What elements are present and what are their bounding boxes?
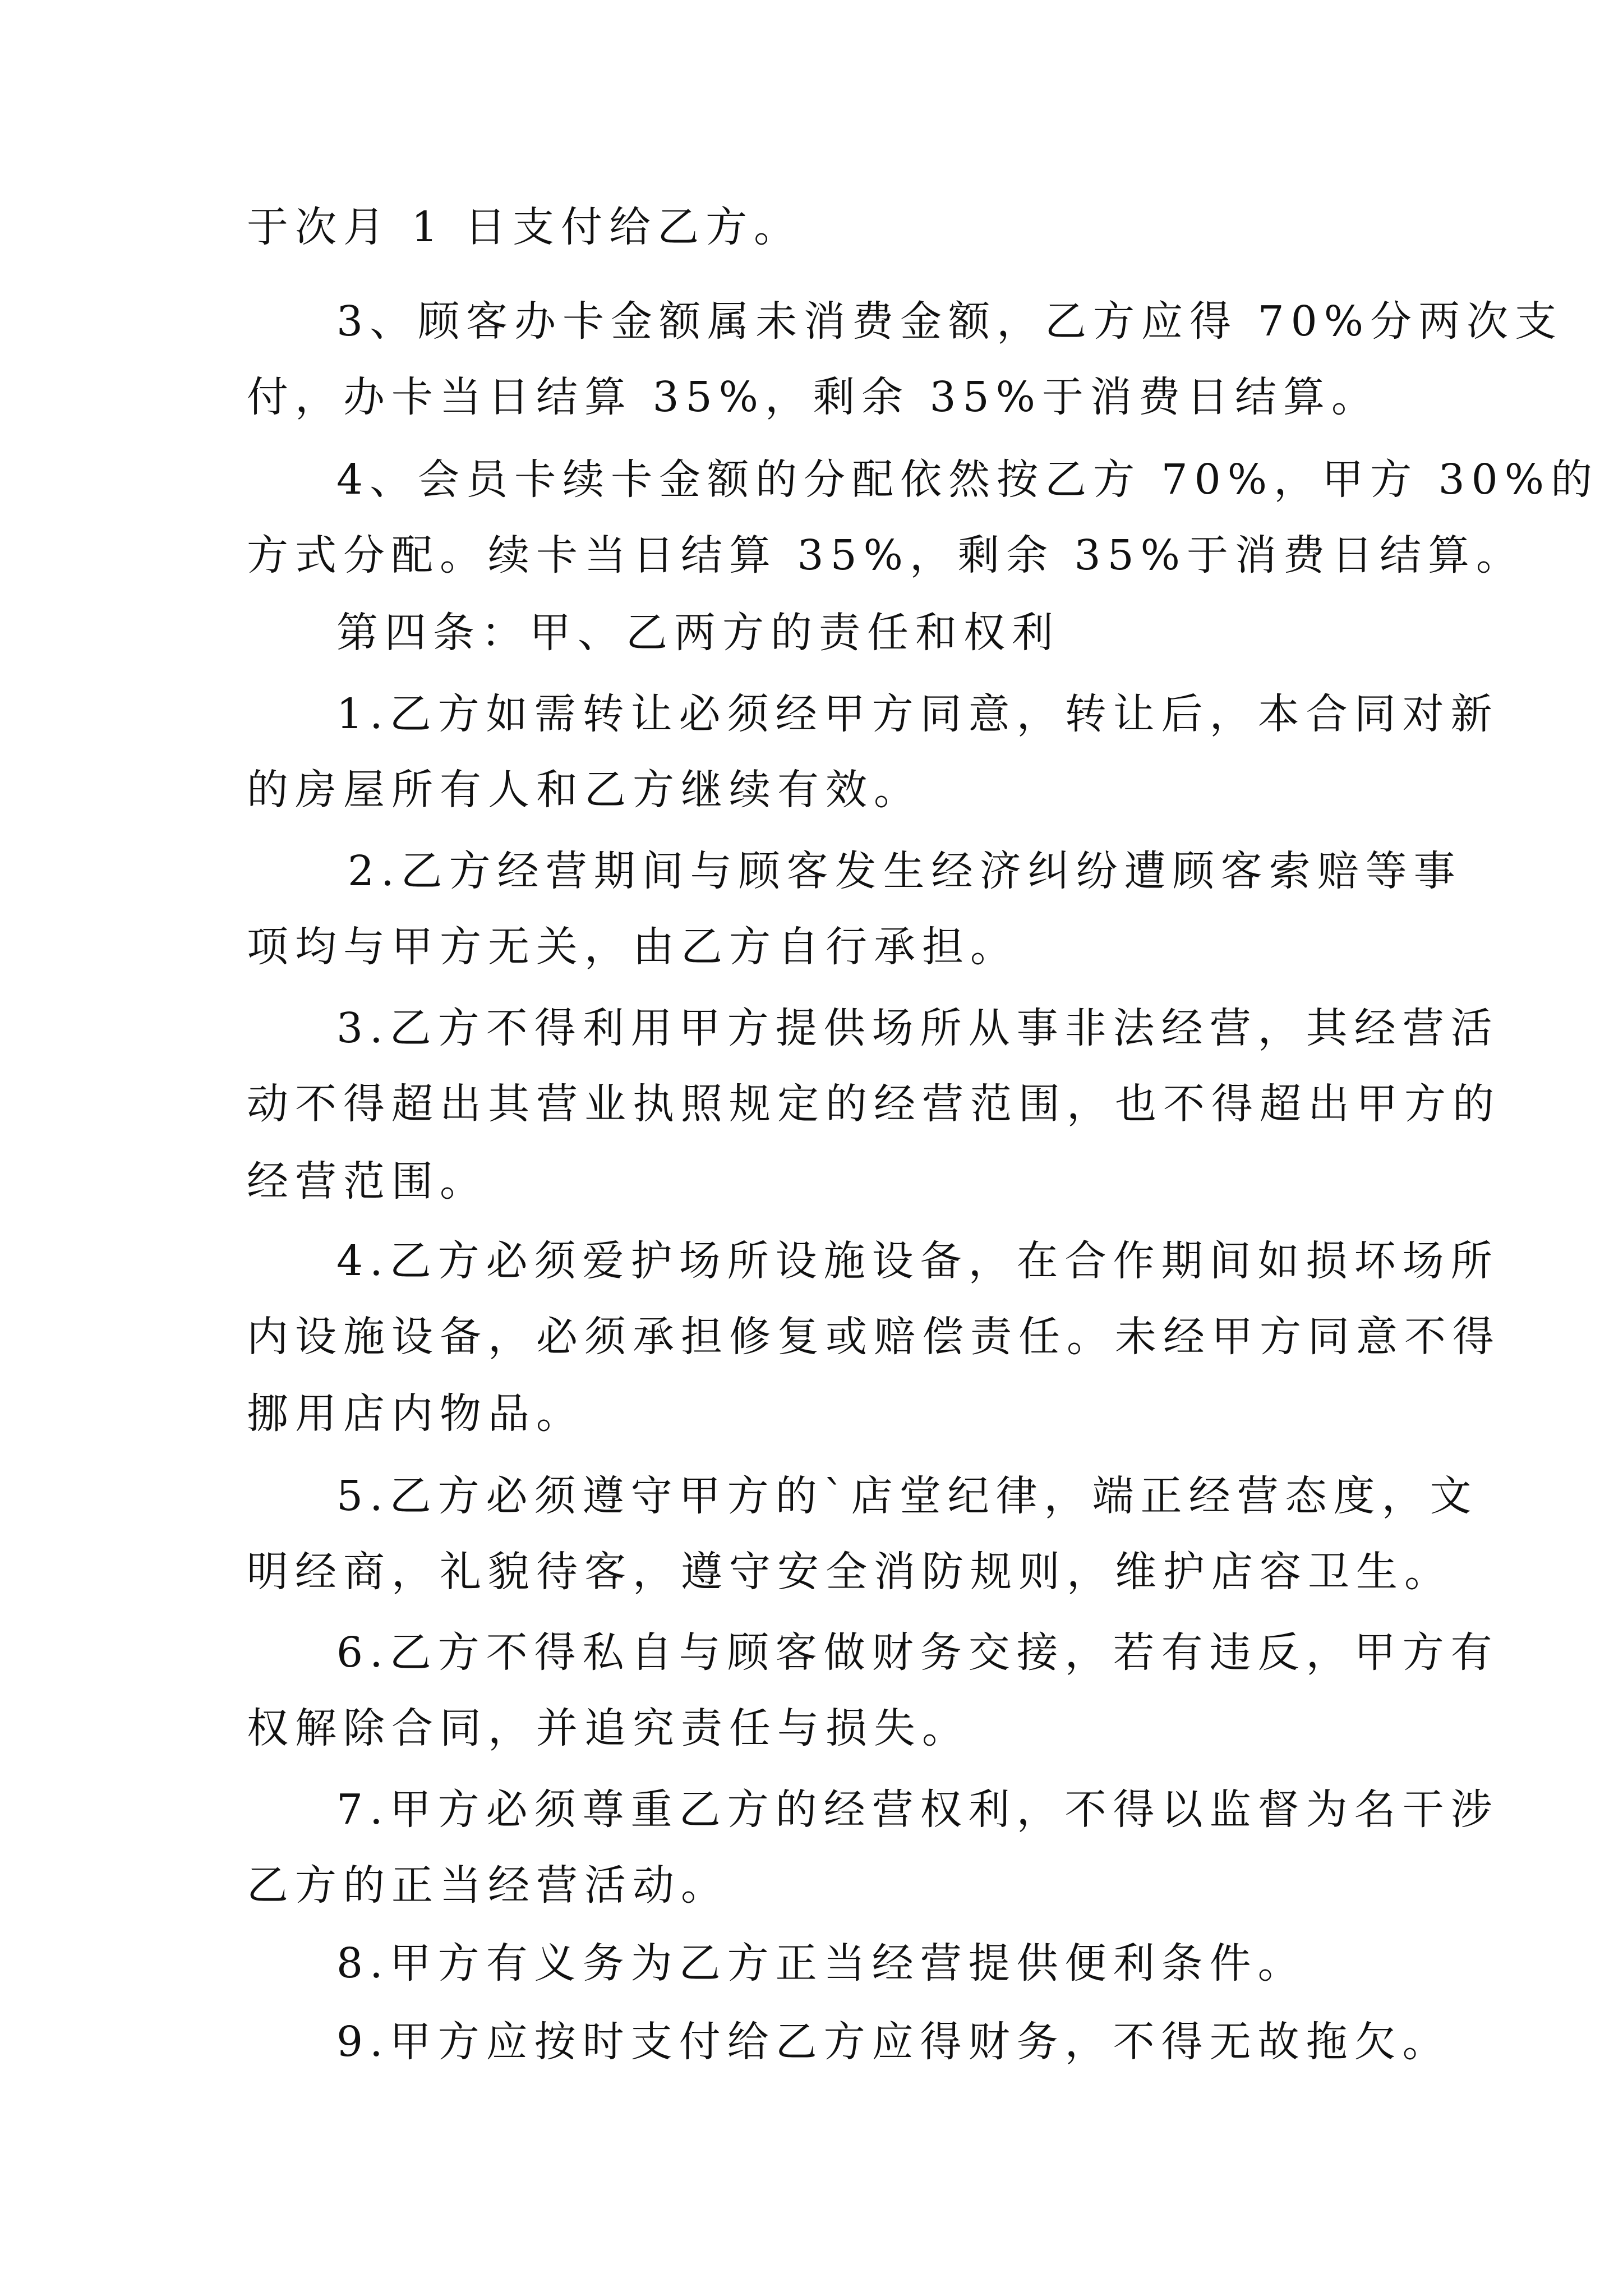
text-line: 经营范围。 bbox=[247, 1157, 488, 1205]
text-line: 挪用店内物品。 bbox=[247, 1389, 584, 1438]
section-heading: 第四条：甲、乙两方的责任和权利 bbox=[336, 609, 1060, 657]
text-line: 8.甲方有义务为乙方正当经营提供便利条件。 bbox=[336, 1939, 1306, 1987]
text-line: 权解除合同，并追究责任与损失。 bbox=[247, 1704, 970, 1752]
text-line: 9.甲方应按时支付给乙方应得财务，不得无故拖欠。 bbox=[336, 2018, 1451, 2066]
text-line: 于次月 1 日支付给乙方。 bbox=[247, 203, 803, 251]
text-line: 2.乙方经营期间与顾客发生经济纠纷遭顾客索赔等事 bbox=[348, 847, 1462, 895]
text-line: 3、顾客办卡金额属未消费金额，乙方应得 70%分两次支 bbox=[336, 297, 1564, 346]
text-line: 明经商，礼貌待客，遵守安全消防规则，维护店容卫生。 bbox=[247, 1548, 1453, 1596]
text-line: 7.甲方必须尊重乙方的经营权利，不得以监督为名干涉 bbox=[336, 1786, 1499, 1834]
text-line: 项均与甲方无关，由乙方自行承担。 bbox=[247, 923, 1018, 971]
text-line: 乙方的正当经营活动。 bbox=[247, 1861, 729, 1910]
text-line: 的房屋所有人和乙方继续有效。 bbox=[247, 766, 922, 814]
text-line: 付，办卡当日结算 35%，剩余 35%于消费日结算。 bbox=[247, 373, 1380, 421]
text-line: 4、会员卡续卡金额的分配依然按乙方 70%，甲方 30%的 bbox=[336, 455, 1599, 504]
text-line: 方式分配。续卡当日结算 35%，剩余 35%于消费日结算。 bbox=[247, 531, 1524, 579]
text-line: 4.乙方必须爱护场所设施设备，在合作期间如损坏场所 bbox=[336, 1237, 1499, 1285]
text-line: 内设施设备，必须承担修复或赔偿责任。未经甲方同意不得 bbox=[247, 1313, 1501, 1361]
text-line: 3.乙方不得利用甲方提供场所从事非法经营，其经营活 bbox=[336, 1004, 1499, 1052]
text-line: 5.乙方必须遵守甲方的`店堂纪律，端正经营态度，文 bbox=[336, 1472, 1478, 1520]
text-line: 动不得超出其营业执照规定的经营范围，也不得超出甲方的 bbox=[247, 1080, 1501, 1128]
text-line: 1.乙方如需转让必须经甲方同意，转让后，本合同对新 bbox=[336, 690, 1499, 738]
text-line: 6.乙方不得私自与顾客做财务交接，若有违反，甲方有 bbox=[336, 1628, 1499, 1677]
